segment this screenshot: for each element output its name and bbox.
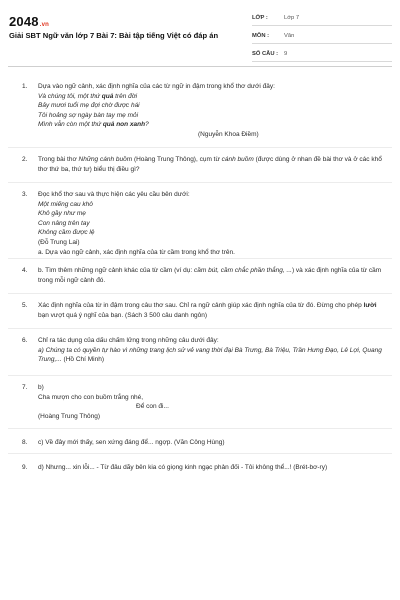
question-number: 2. xyxy=(22,156,28,163)
meta-label: LỚP : xyxy=(252,15,268,21)
sub-label: b) xyxy=(38,384,44,391)
meta-label: MÔN : xyxy=(252,33,270,39)
question-example: a) Chúng ta có quyền tự hào vì những trang lịch sử vẻ vang thời đại Bà Trưng, Bà Triệu, Trần Hưng Đạo, Lê Lợi, Quang Trung,... (Hồ Chí Minh) xyxy=(38,346,384,364)
italic-phrase: cánh buồm xyxy=(221,156,254,163)
question-intro: Chỉ ra tác dụng của dấu chấm lửng trong những câu dưới đây: xyxy=(38,337,219,344)
question-separator xyxy=(8,182,392,183)
poem-line: Một miếng cau khô xyxy=(38,200,93,208)
poem-line: Cha mượn cho con buồm trắng nhé, xyxy=(38,393,144,401)
question-number: 5. xyxy=(22,302,28,309)
poem-author: (Đỗ Trung Lai) xyxy=(38,238,80,246)
question-separator xyxy=(8,147,392,148)
header xyxy=(0,0,400,64)
meta-label: SỐ CÂU : xyxy=(252,51,279,57)
question-separator xyxy=(8,428,392,429)
question-separator xyxy=(8,328,392,329)
meta-row-class xyxy=(252,12,392,26)
question-body xyxy=(38,336,386,365)
bold-word: lười xyxy=(363,302,377,309)
question-body: c) Về đây mới thấy, sen xứng đáng để... ngợp. (Văn Công Hùng) xyxy=(38,439,225,446)
poem-author: (Nguyễn Khoa Điềm) xyxy=(198,130,259,138)
poem-line: Tôi hoảng sợ ngày bàn tay mẹ mỏi xyxy=(38,111,139,119)
meta-value: Lớp 7 xyxy=(284,15,300,21)
poem-line: Và chúng tôi, một thứ quả trên đời xyxy=(38,92,138,100)
question-number: 1. xyxy=(22,83,28,90)
logo-text: 2048 xyxy=(9,14,39,29)
question-body: b. Tìm thêm những ngữ cảnh khác của từ cầm (ví dụ: cầm bút, cầm chắc phần thắng, ...) và xác định nghĩa của từ cầm trong mỗi ngữ cảnh đó. xyxy=(38,267,382,284)
question-number: 7. xyxy=(22,384,28,391)
logo-suffix: .vn xyxy=(39,22,50,28)
header-divider xyxy=(8,66,392,67)
meta-value: Văn xyxy=(284,33,295,39)
meta-row-count xyxy=(252,48,392,62)
meta-value: 9 xyxy=(284,51,288,57)
question-body xyxy=(38,82,386,140)
question-body: Xác định nghĩa của từ in đậm trong câu thơ sau. Chỉ ra ngữ cảnh giúp xác định nghĩa của từ đó. Đừng cho phép lười bạn vượt quá ý nghĩ của bạn. (Sách 3 500 câu danh ngôn) xyxy=(38,302,377,319)
question-number: 4. xyxy=(22,267,28,274)
question-body xyxy=(38,383,386,421)
site-logo[interactable] xyxy=(9,14,49,29)
page-title: Giải SBT Ngữ văn lớp 7 Bài 7: Bài tập tiếng Việt có đáp án xyxy=(9,31,219,40)
question-separator xyxy=(8,375,392,376)
poem-line: Bảy mươi tuổi mẹ đợi chờ được hái xyxy=(38,102,140,110)
poem-line: Mình vẫn còn một thứ quả non xanh? xyxy=(38,121,149,129)
meta-row-subject xyxy=(252,30,392,44)
poem-line: Để con đi... xyxy=(136,403,169,411)
bold-word: quả xyxy=(101,92,114,100)
poem-line: Khô gầy như mẹ xyxy=(38,210,86,218)
question-number: 3. xyxy=(22,191,28,198)
italic-title: Những cánh buồm xyxy=(78,156,133,163)
question-number: 8. xyxy=(22,439,28,446)
bold-word: quả non xanh xyxy=(102,121,146,129)
question-body: d) Nhưng... xin lỗi... - Từ đâu dãy bên kia có giọng kinh ngạc phản đối - Tôi không thể...! (Brét-bơ-ry) xyxy=(38,464,328,471)
poem-author: (Hoàng Trung Thông) xyxy=(38,412,101,420)
question-task: a. Dựa vào ngữ cảnh, xác định nghĩa của từ cầm trong khổ thơ trên. xyxy=(38,248,235,256)
italic-examples: cầm bút, cầm chắc phần thắng, ... xyxy=(194,267,292,274)
question-number: 6. xyxy=(22,337,28,344)
question-separator xyxy=(8,258,392,259)
question-intro: Đọc khổ thơ sau và thực hiện các yêu cầu bên dưới: xyxy=(38,191,190,198)
question-separator xyxy=(8,293,392,294)
question-body xyxy=(38,190,386,257)
question-number: 9. xyxy=(22,464,28,471)
question-intro: Dựa vào ngữ cảnh, xác định nghĩa của các từ ngữ in đậm trong khổ thơ dưới đây: xyxy=(38,83,275,90)
poem-line: Không cầm được lệ xyxy=(38,229,95,237)
meta-box xyxy=(252,12,392,62)
poem-line: Con nâng trên tay xyxy=(38,219,90,227)
question-separator xyxy=(8,453,392,454)
question-body: Trong bài thơ Những cánh buồm (Hoàng Trung Thông), cụm từ cánh buồm (được dùng ở nhan đề bài thơ và ở các khổ thơ thứ ba, thứ tư) biểu thị điều gì? xyxy=(38,156,382,173)
